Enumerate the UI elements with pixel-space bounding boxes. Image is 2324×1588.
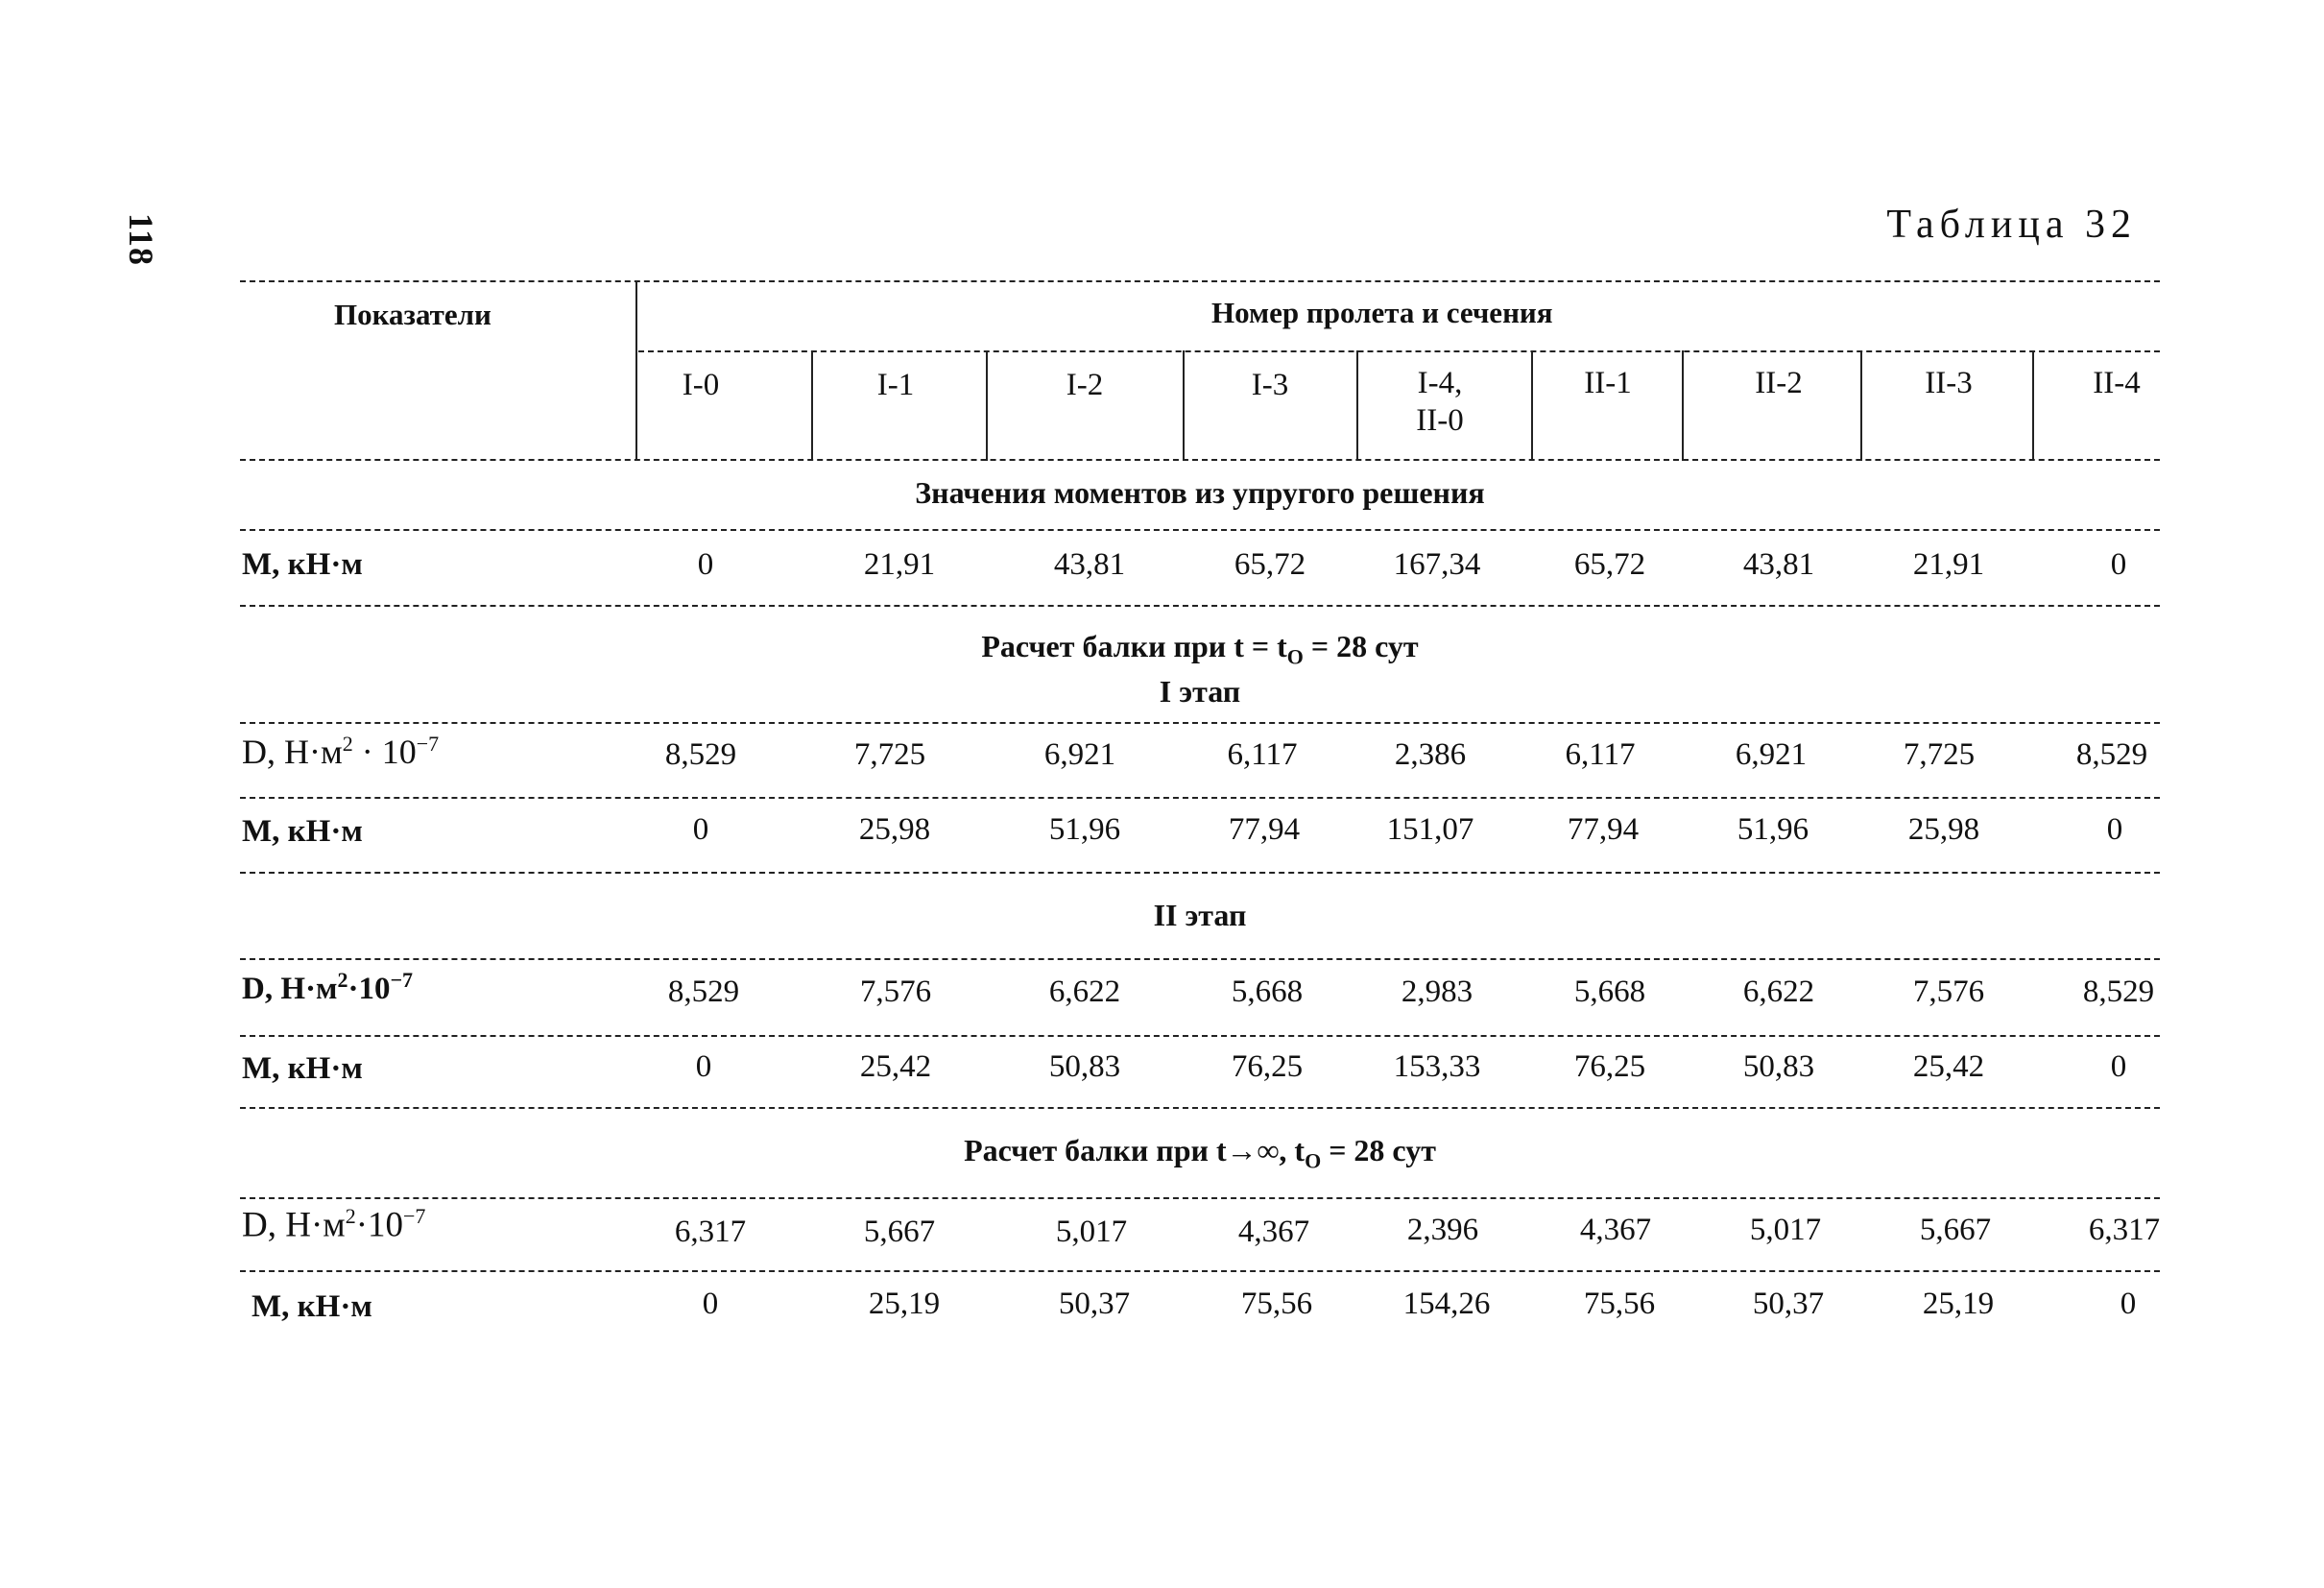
m-stage2-3: 76,25 (1231, 1049, 1304, 1084)
col-header-4: I-4, (1417, 366, 1463, 400)
d-inf-1: 5,667 (863, 1215, 936, 1249)
m-elastic-5: 65,72 (1573, 547, 1646, 582)
col-header-8: II-4 (2093, 366, 2141, 400)
m-elastic-8: 0 (2110, 547, 2127, 582)
section-stage2: II этап (1153, 898, 1247, 932)
rule-3 (240, 722, 2160, 724)
m-stage2-0: 0 (695, 1049, 712, 1084)
m-inf-1: 25,19 (868, 1287, 941, 1321)
row-label-m-stage2: М, кН·м (242, 1051, 363, 1086)
m-inf-2: 50,37 (1058, 1287, 1131, 1321)
m-stage1-3: 77,94 (1228, 812, 1301, 847)
header-group: Номер пролета и сечения (1211, 296, 1553, 329)
section-calc1: Расчет балки при $t = t_O = 28$ сут (981, 629, 1419, 669)
d-inf-4: 2,396 (1406, 1213, 1479, 1247)
m-elastic-1: 21,91 (863, 547, 936, 582)
row-label-d-stage1: D, $Н\cdot м^2 \cdot 10^{-7}$ (242, 732, 440, 771)
section-elastic: Значения моментов из упругого решения (915, 475, 1485, 510)
m-stage2-8: 0 (2110, 1049, 2127, 1084)
m-inf-6: 50,37 (1752, 1287, 1825, 1321)
d-stage1-7: 7,725 (1903, 737, 1976, 772)
section-calc2: Расчет балки при t→∞, $t_O = 28$ сут (964, 1133, 1436, 1173)
row-label-m-stage1: М, кН·м (242, 814, 363, 849)
m-elastic-0: 0 (697, 547, 714, 582)
vrule-c2 (986, 350, 988, 461)
m-stage1-0: 0 (692, 812, 709, 847)
d-stage2-2: 6,622 (1048, 974, 1121, 1009)
col-header-7: II-3 (1925, 366, 1973, 400)
section-stage1: I этап (1159, 674, 1241, 709)
m-stage1-7: 25,98 (1907, 812, 1980, 847)
d-stage2-7: 7,576 (1912, 974, 1985, 1009)
m-inf-3: 75,56 (1240, 1287, 1313, 1321)
vrule-c8 (2032, 350, 2034, 461)
m-stage1-6: 51,96 (1737, 812, 1809, 847)
rule-7 (240, 1035, 2160, 1037)
m-inf-8: 0 (2120, 1287, 2137, 1321)
vrule-c3 (1183, 350, 1185, 461)
d-stage1-4: 2,386 (1394, 737, 1467, 772)
d-stage1-8: 8,529 (2075, 737, 2148, 772)
m-stage2-5: 76,25 (1573, 1049, 1646, 1084)
d-stage1-5: 6,117 (1565, 737, 1636, 772)
d-inf-7: 5,667 (1919, 1213, 1992, 1247)
rule-6 (240, 958, 2160, 960)
vrule-c1 (811, 350, 813, 461)
m-elastic-6: 43,81 (1742, 547, 1815, 582)
col-header-6: II-2 (1755, 366, 1803, 400)
m-stage2-6: 50,83 (1742, 1049, 1815, 1084)
m-elastic-4: 167,34 (1393, 547, 1481, 582)
row-label-d-stage2: D, $Н\cdot м^2\cdot 10^{-7}$ (242, 968, 414, 1006)
m-stage2-7: 25,42 (1912, 1049, 1985, 1084)
col-header-5: II-1 (1584, 366, 1632, 400)
rule-under-group (638, 350, 2160, 352)
rule-8 (240, 1107, 2160, 1109)
d-stage1-2: 6,921 (1043, 737, 1116, 772)
d-inf-8: 6,317 (2088, 1213, 2161, 1247)
d-stage2-6: 6,622 (1742, 974, 1815, 1009)
m-stage1-4: 151,07 (1386, 812, 1474, 847)
rule-1 (240, 529, 2160, 531)
d-stage2-5: 5,668 (1573, 974, 1646, 1009)
row-label-m-inf: М, кН·м (252, 1289, 372, 1324)
m-inf-0: 0 (702, 1287, 719, 1321)
d-inf-2: 5,017 (1055, 1215, 1128, 1249)
col-header-3: I-3 (1251, 368, 1289, 402)
rule-2 (240, 605, 2160, 607)
d-inf-5: 4,367 (1579, 1213, 1652, 1247)
d-stage1-0: 8,529 (664, 737, 737, 772)
d-stage2-0: 8,529 (667, 974, 740, 1009)
rule-top (240, 280, 2160, 282)
m-inf-7: 25,19 (1922, 1287, 1995, 1321)
rule-5 (240, 872, 2160, 874)
d-stage1-3: 6,117 (1227, 737, 1298, 772)
m-stage2-2: 50,83 (1048, 1049, 1121, 1084)
rule-header-bottom (240, 459, 2160, 461)
d-stage2-1: 7,576 (859, 974, 932, 1009)
col-header-0: I-0 (682, 368, 720, 402)
header-indicators: Показатели (334, 298, 491, 331)
m-elastic-3: 65,72 (1234, 547, 1306, 582)
d-stage1-6: 6,921 (1735, 737, 1808, 772)
m-inf-5: 75,56 (1583, 1287, 1656, 1321)
rule-9 (240, 1197, 2160, 1199)
row-label-d-inf: D, $Н\cdot м^2\cdot 10^{-7}$ (242, 1204, 426, 1245)
m-stage2-1: 25,42 (859, 1049, 932, 1084)
m-elastic-2: 43,81 (1053, 547, 1126, 582)
m-stage1-5: 77,94 (1567, 812, 1640, 847)
d-stage2-3: 5,668 (1231, 974, 1304, 1009)
col-header-1: I-1 (876, 368, 915, 402)
col-header-2: I-2 (1066, 368, 1104, 402)
page-number: 118 (122, 213, 160, 267)
d-stage2-4: 2,983 (1401, 974, 1473, 1009)
rule-10 (240, 1270, 2160, 1272)
table-title: Таблица 32 (1886, 203, 2137, 247)
d-inf-6: 5,017 (1749, 1213, 1822, 1247)
d-stage2-8: 8,529 (2082, 974, 2155, 1009)
vrule-c7 (1860, 350, 1862, 461)
m-elastic-7: 21,91 (1912, 547, 1985, 582)
m-stage1-1: 25,98 (858, 812, 931, 847)
m-stage2-4: 153,33 (1393, 1049, 1481, 1084)
col-header-4b: II-0 (1416, 403, 1464, 438)
m-stage1-2: 51,96 (1048, 812, 1121, 847)
m-inf-4: 154,26 (1402, 1287, 1491, 1321)
d-inf-3: 4,367 (1237, 1215, 1310, 1249)
m-stage1-8: 0 (2106, 812, 2123, 847)
d-inf-0: 6,317 (674, 1215, 747, 1249)
d-stage1-1: 7,725 (853, 737, 926, 772)
rule-4 (240, 797, 2160, 799)
row-label-m-elastic: М, кН·м (242, 547, 363, 582)
